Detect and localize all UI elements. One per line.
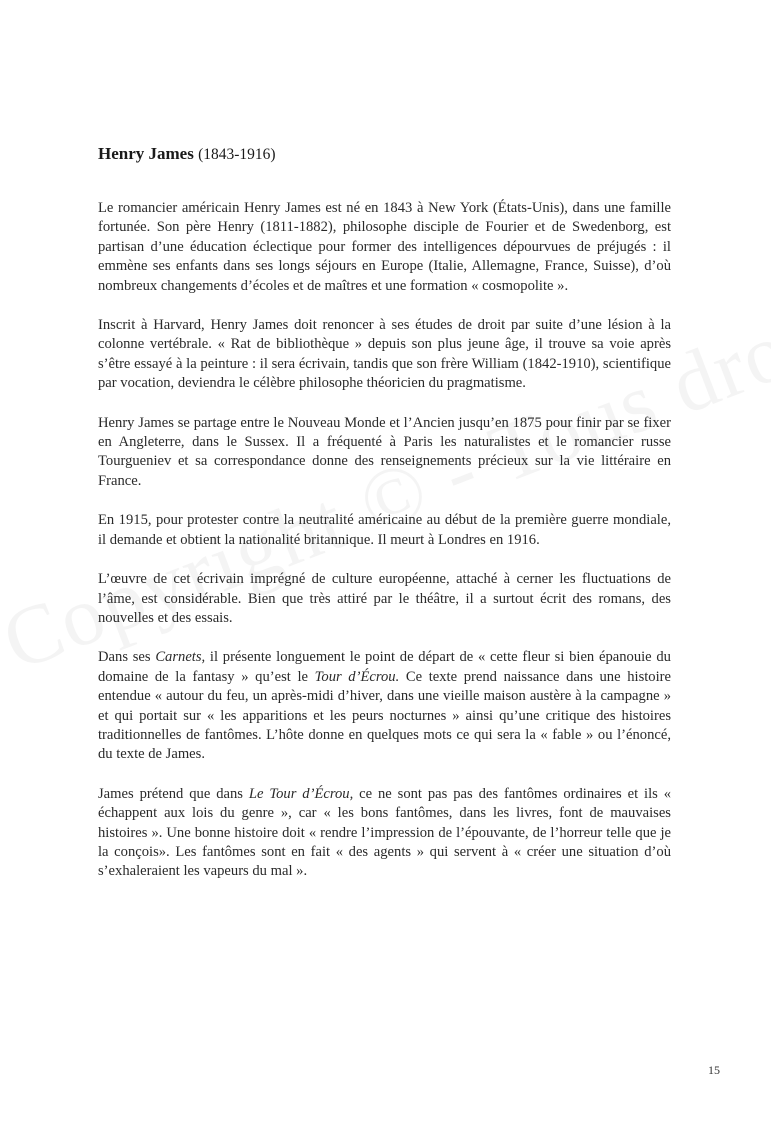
paragraph-7 — [98, 785, 671, 882]
paragraph-text: Inscrit à Harvard, Henry James doit renoncer à ses études de droit par suite d’une lésion à la colonne vertébrale. « Rat de bibliothèque » depuis son plus jeune âge, il trouve sa voie après s’être essayé à la peinture : il sera écrivain, tandis que son frère William (1842-1910), scientifique par vocation, deviendra le célèbre philosophe théoricien du pragmatisme. — [98, 317, 671, 392]
paragraph-1 — [98, 199, 671, 296]
paragraph-text: L’œuvre de cet écrivain imprégné de culture européenne, attaché à cerner les fluctuations de l’âme, est considérable. Bien que très attiré par le théâtre, il a surtout écrit des romans, des nouvelles et des essais. — [98, 571, 671, 626]
author-dates: (1843-1916) — [198, 146, 276, 163]
biography-text — [98, 199, 671, 902]
page-number: 15 — [708, 1063, 720, 1077]
paragraph-text: il présente longuement le point de départ de « cette fleur si bien épanouie du domaine de la fantasy » qu’est le — [98, 649, 671, 685]
paragraph-text: James prétend que dans — [98, 785, 249, 802]
paragraph-text: Le romancier américain Henry James est né en 1843 à New York (États-Unis), dans une famille fortunée. Son père Henry (1811-1882), philosophe disciple de Fourier et de Swedenborg, est partisan d’une éducation éclectique pour former des intelligences dépourvues de préjugés : il emmène ses enfants dans ses longs séjours en Europe (Italie, Allemagne, France, Suisse), d’où nombreux changements d’écoles et de maîtres et une formation « cosmopolite ». — [98, 200, 671, 294]
paragraph-4 — [98, 511, 671, 550]
paragraph-3 — [98, 414, 671, 492]
paragraph-6 — [98, 648, 671, 764]
section-heading — [98, 143, 276, 166]
book-title-carnets: Carnets, — [155, 649, 206, 666]
paragraph-5 — [98, 570, 671, 628]
paragraph-text: Henry James se partage entre le Nouveau Monde et l’Ancien jusqu’en 1875 pour finir par se fixer en Angleterre, dans le Sussex. Il a fréquenté à Paris les naturalistes et le romancier russe Tourgueniev et sa correspondance donne des renseignements précieux sur la vie littéraire en France. — [98, 414, 671, 489]
book-title-tour-decrou: Tour d’Écrou. — [314, 668, 400, 685]
paragraph-text: ce ne sont pas pas des fantômes ordinaires et ils « échappent aux lois du genre », car « les bons fantômes, dans les livres, font de mauvaises histoires ». Une bonne histoire doit « rendre l’impression de l’épouvante, de l’horreur telle que je la conçois». Les fantômes sont en fait « des agents » qui servent à « créer une situation d’où s’exhaleraient les vapeurs du mal ». — [98, 785, 672, 880]
author-name: Henry James — [98, 144, 194, 163]
paragraph-text: Dans ses — [98, 649, 156, 666]
paragraph-text: En 1915, pour protester contre la neutralité américaine au début de la première guerre mondiale, il demande et obtient la nationalité britannique. Il meurt à Londres en 1916. — [98, 512, 671, 548]
paragraph-text: Ce texte prend naissance dans une histoire entendue « autour du feu, un après-midi d’hiver, dans une vieille maison austère à la campagne » et qui portait sur « les apparitions et les peurs nocturnes » ainsi qu’une critique des histoires traditionnelles de fantômes. L’hôte donne en quelques mots ce qui sera la « fable » ou l’énoncé, du texte de James. — [98, 668, 671, 763]
book-title-tour-decrou: Le Tour d’Écrou, — [248, 785, 354, 802]
paragraph-2 — [98, 316, 671, 394]
